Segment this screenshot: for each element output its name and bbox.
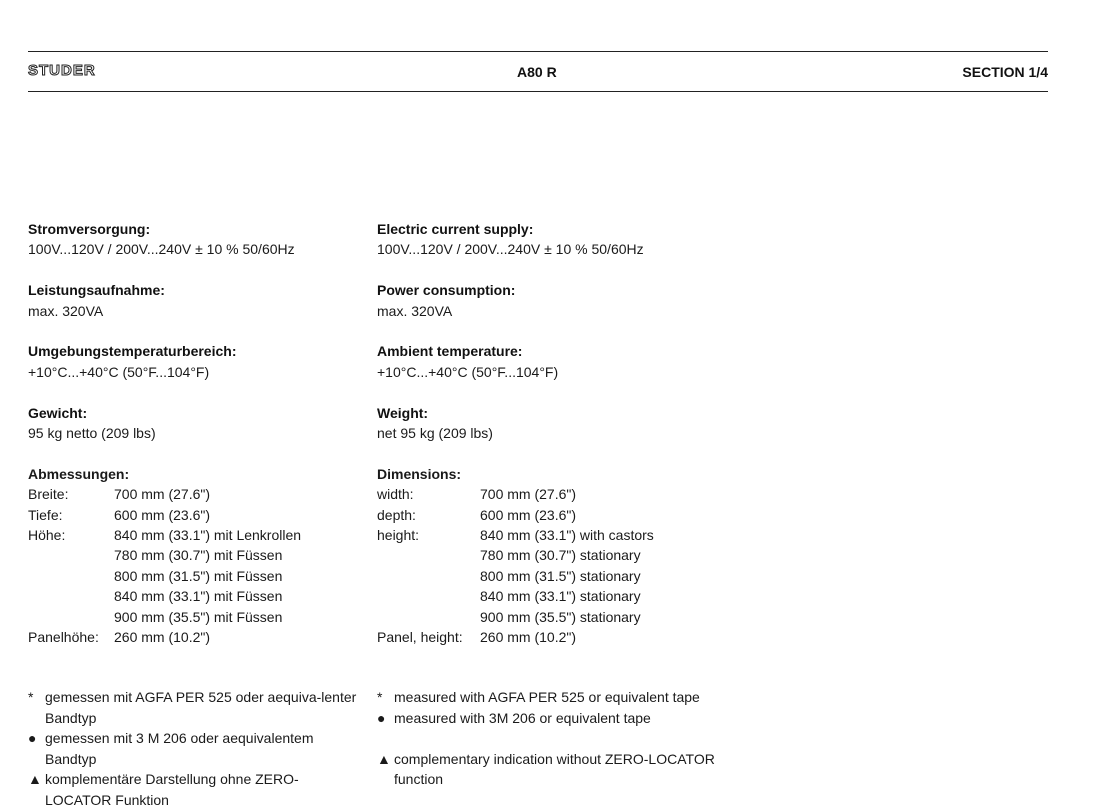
dimension-value: 840 mm (33.1") mit Lenkrollen bbox=[114, 527, 302, 544]
model-name: A80 R bbox=[517, 64, 557, 80]
spec-title: Umgebungstemperaturbereich: bbox=[28, 343, 237, 360]
footnotes bbox=[28, 687, 358, 809]
german-spec-column bbox=[28, 219, 358, 810]
dimension-value: 900 mm (35.5") stationary bbox=[480, 608, 641, 625]
dimension-row bbox=[377, 545, 737, 565]
dimensions-block bbox=[377, 464, 737, 648]
dimension-row bbox=[28, 586, 358, 606]
dimension-value: 840 mm (33.1") mit Füssen bbox=[114, 588, 283, 605]
dimension-label bbox=[377, 607, 480, 627]
dimension-label bbox=[28, 607, 114, 627]
dimensions-title: Dimensions: bbox=[377, 465, 462, 482]
dimension-row bbox=[28, 545, 358, 565]
spec-title: Leistungsaufnahme: bbox=[28, 282, 165, 299]
spec-title: Gewicht: bbox=[28, 404, 88, 421]
dimension-row bbox=[377, 607, 737, 627]
dimension-label bbox=[377, 586, 480, 606]
dimension-value: 700 mm (27.6") bbox=[480, 486, 577, 503]
dimension-label: height: bbox=[377, 527, 420, 544]
spec-weight bbox=[377, 403, 737, 444]
spec-value: 100V...120V / 200V...240V ± 10 % 50/60Hz bbox=[28, 241, 295, 258]
dimension-value: 780 mm (30.7") stationary bbox=[480, 547, 641, 564]
dimension-label: Höhe: bbox=[28, 527, 66, 544]
footnote bbox=[377, 749, 737, 790]
dimension-value: 700 mm (27.6") bbox=[114, 486, 211, 503]
asterisk-icon: * bbox=[28, 689, 34, 706]
dimension-row bbox=[377, 627, 737, 647]
footnote bbox=[377, 708, 737, 728]
dimension-label: Tiefe: bbox=[28, 506, 63, 523]
dimension-label: width: bbox=[377, 486, 414, 503]
spec-value: 95 kg netto (209 lbs) bbox=[28, 425, 156, 442]
footnote bbox=[28, 728, 358, 769]
dimension-label bbox=[28, 586, 114, 606]
dimension-row bbox=[377, 525, 737, 545]
dimension-label: Breite: bbox=[28, 486, 69, 503]
footnotes bbox=[377, 687, 737, 789]
spec-value: +10°C...+40°C (50°F...104°F) bbox=[28, 363, 210, 380]
dimension-value: 800 mm (31.5") stationary bbox=[480, 567, 641, 584]
dimensions-block bbox=[28, 464, 358, 648]
dimension-value: 600 mm (23.6") bbox=[480, 506, 577, 523]
section-number: SECTION 1/4 bbox=[962, 64, 1048, 80]
dimension-row bbox=[28, 607, 358, 627]
header-bottom-rule bbox=[28, 91, 1048, 92]
asterisk-icon: * bbox=[377, 689, 383, 706]
dimensions-title: Abmessungen: bbox=[28, 465, 130, 482]
footnote-text: measured with 3M 206 or equivalent tape bbox=[394, 709, 651, 726]
footnote-text: komplementäre Darstellung ohne ZERO-LOCATOR Funktion bbox=[45, 771, 299, 808]
studer-logo: STUDER bbox=[28, 62, 96, 79]
spec-weight bbox=[28, 403, 358, 444]
dimension-value: 260 mm (10.2") bbox=[114, 629, 211, 646]
dimension-value: 600 mm (23.6") bbox=[114, 506, 211, 523]
footnote bbox=[28, 769, 358, 810]
dimension-value: 840 mm (33.1") stationary bbox=[480, 588, 641, 605]
spec-power-consumption bbox=[28, 280, 358, 321]
dimension-row bbox=[377, 505, 737, 525]
footnote bbox=[377, 687, 737, 707]
spec-title: Power consumption: bbox=[377, 282, 516, 299]
spec-power-supply bbox=[28, 219, 358, 260]
header-top-rule bbox=[28, 51, 1048, 52]
dimension-value: 800 mm (31.5") mit Füssen bbox=[114, 567, 283, 584]
footnote-text: gemessen mit AGFA PER 525 oder aequiva-lenter Bandtyp bbox=[45, 689, 357, 726]
footnote-text: measured with AGFA PER 525 or equivalent tape bbox=[394, 689, 700, 706]
dimension-label: depth: bbox=[377, 506, 416, 523]
bullet-icon: ● bbox=[377, 709, 386, 726]
dimension-value: 840 mm (33.1") with castors bbox=[480, 527, 654, 544]
spec-power-consumption bbox=[377, 280, 737, 321]
dimension-label bbox=[377, 545, 480, 565]
footnote-text: gemessen mit 3 M 206 oder aequivalentem Bandtyp bbox=[45, 730, 314, 767]
triangle-icon: ▲ bbox=[28, 771, 42, 788]
triangle-icon: ▲ bbox=[377, 750, 391, 767]
spec-power-supply bbox=[377, 219, 737, 260]
dimension-value: 260 mm (10.2") bbox=[480, 629, 577, 646]
dimension-row bbox=[377, 586, 737, 606]
dimension-label: Panel, height: bbox=[377, 629, 463, 646]
dimension-row bbox=[28, 525, 358, 545]
footnote-text: complementary indication without ZERO-LOCATOR function bbox=[394, 750, 715, 788]
footnote bbox=[28, 687, 358, 728]
spec-title: Electric current supply: bbox=[377, 221, 534, 237]
spec-value: net 95 kg (209 lbs) bbox=[377, 425, 493, 442]
spec-value: max. 320VA bbox=[28, 302, 104, 319]
dimension-label bbox=[377, 566, 480, 586]
dimension-label bbox=[28, 566, 114, 586]
spec-value: 100V...120V / 200V...240V ± 10 % 50/60Hz bbox=[377, 241, 644, 258]
dimension-value: 900 mm (35.5") mit Füssen bbox=[114, 608, 283, 625]
spec-ambient-temperature bbox=[28, 341, 358, 382]
dimension-row bbox=[28, 505, 358, 525]
spec-title: Stromversorgung: bbox=[28, 221, 151, 237]
dimension-row bbox=[28, 627, 358, 647]
spec-value: max. 320VA bbox=[377, 302, 453, 319]
dimension-row bbox=[377, 566, 737, 586]
dimension-value: 780 mm (30.7") mit Füssen bbox=[114, 547, 283, 564]
dimension-row bbox=[28, 566, 358, 586]
spec-title: Ambient temperature: bbox=[377, 343, 523, 360]
bullet-icon: ● bbox=[28, 730, 37, 747]
dimension-label bbox=[28, 545, 114, 565]
spec-title: Weight: bbox=[377, 404, 429, 421]
dimension-label: Panelhöhe: bbox=[28, 629, 99, 646]
english-spec-column bbox=[377, 219, 737, 789]
spec-value: +10°C...+40°C (50°F...104°F) bbox=[377, 363, 559, 380]
spec-ambient-temperature bbox=[377, 341, 737, 382]
dimension-row bbox=[28, 484, 358, 504]
dimension-row bbox=[377, 484, 737, 504]
